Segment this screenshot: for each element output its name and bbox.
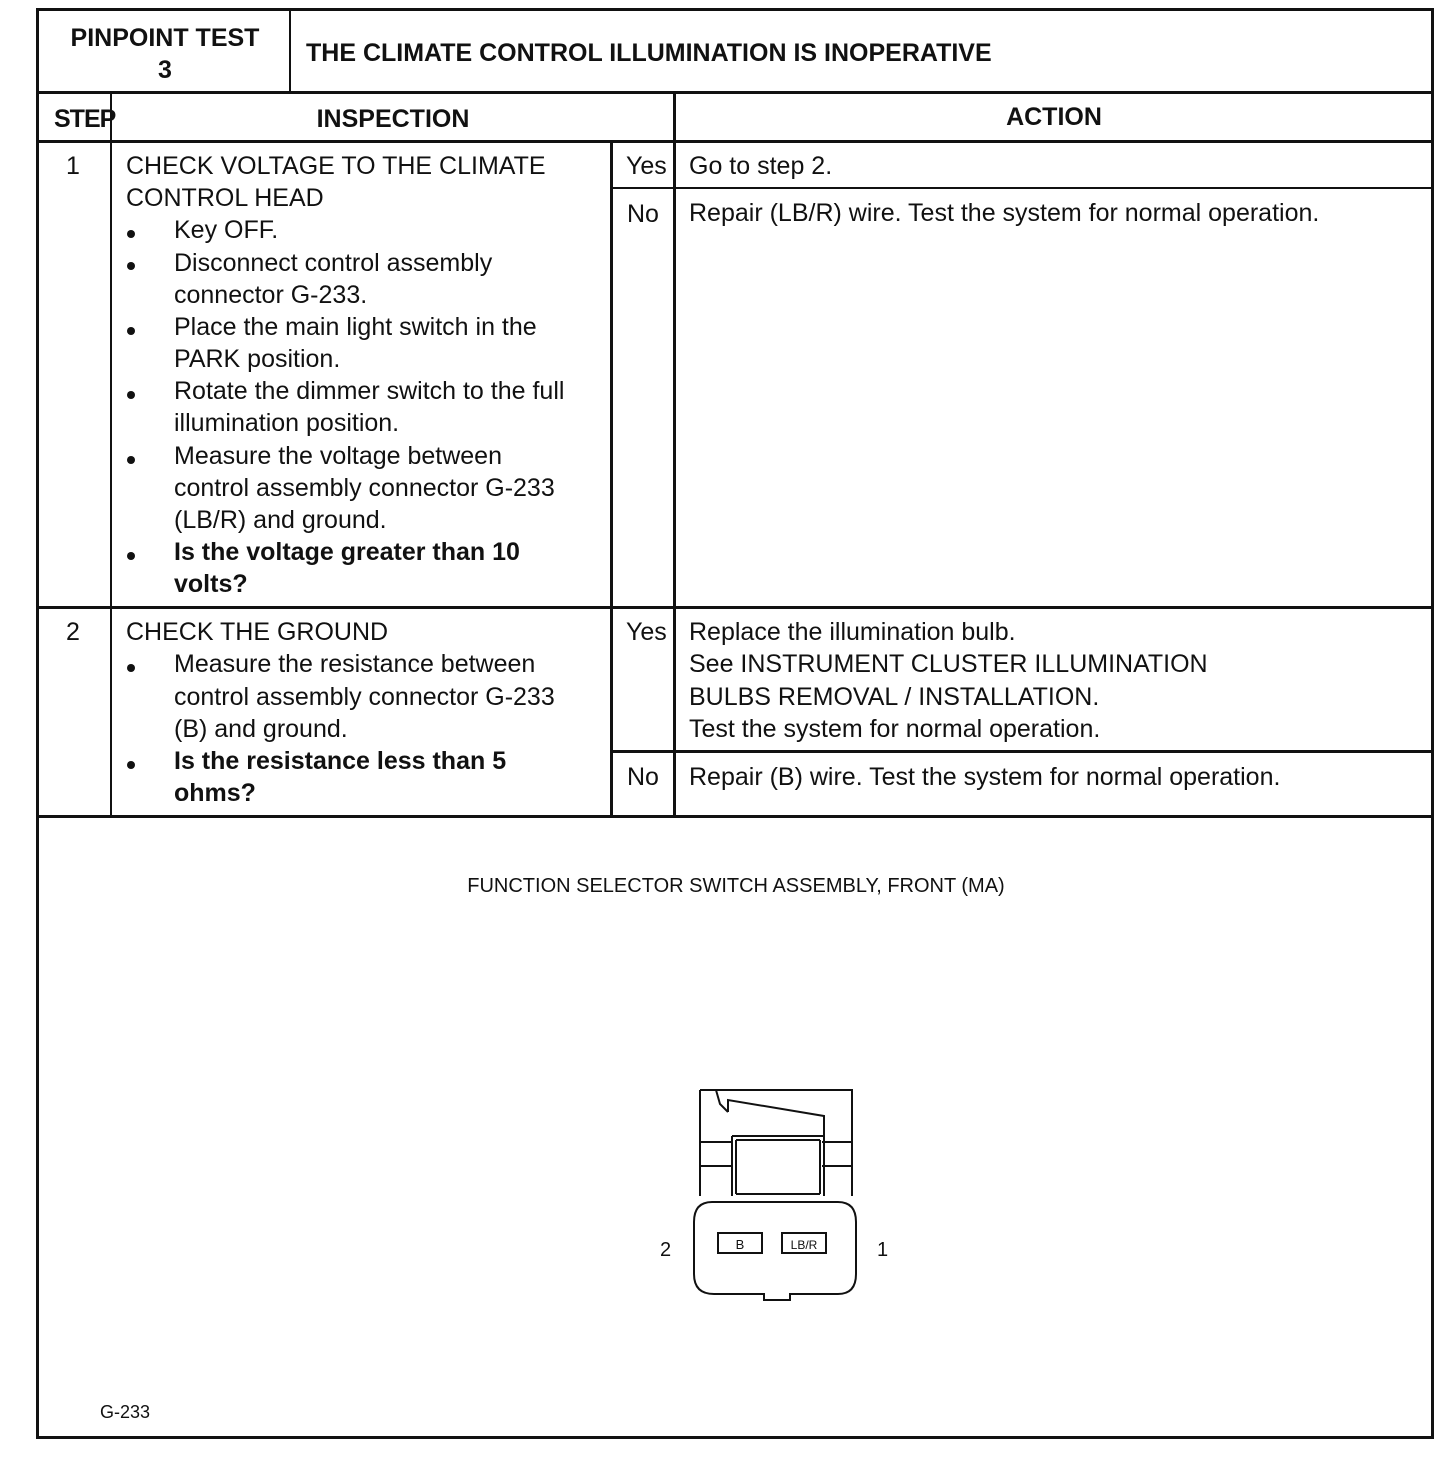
step-1-no-label: No xyxy=(627,200,659,228)
bullet-dot xyxy=(127,456,135,464)
bullet-text: Disconnect control assembly xyxy=(174,249,493,277)
pin-label-lbr: LB/R xyxy=(790,1238,818,1252)
bullet-dot xyxy=(127,391,135,399)
bullet-text: Measure the voltage between xyxy=(174,442,502,470)
step-1-yes-label: Yes xyxy=(626,152,667,180)
bullet-question-cont: volts? xyxy=(174,570,248,598)
pin-number-left: 2 xyxy=(660,1239,672,1261)
pinpoint-test-number: 3 xyxy=(158,56,172,84)
connector-inner-frame xyxy=(732,1136,824,1196)
bullet-text-cont: PARK position. xyxy=(174,345,341,373)
bullet-dot xyxy=(127,664,135,672)
pin-label-b: B xyxy=(735,1237,745,1252)
step-2-yes-label: Yes xyxy=(626,618,667,646)
column-header-action: ACTION xyxy=(1006,103,1102,131)
bullet-dot xyxy=(127,552,135,560)
step-2-heading: CHECK THE GROUND xyxy=(126,618,389,646)
step-2-yes-action-cont: Test the system for normal operation. xyxy=(689,715,1101,743)
column-header-step: STEP xyxy=(54,105,116,133)
step-2-yes-action: Replace the illumination bulb. xyxy=(689,618,1016,646)
bullet-dot xyxy=(127,761,135,769)
bullet-text: Place the main light switch in the xyxy=(174,313,537,341)
connector-id-label: G-233 xyxy=(100,1402,151,1422)
bullet-text: Rotate the dimmer switch to the full xyxy=(174,377,565,405)
pinpoint-test-label: PINPOINT TEST xyxy=(70,24,260,52)
step-1-number: 1 xyxy=(66,152,80,180)
page-title: THE CLIMATE CONTROL ILLUMINATION IS INOPERATIVE xyxy=(306,39,992,67)
step-1-yes-action: Go to step 2. xyxy=(689,152,833,180)
bullet-dot xyxy=(127,262,135,270)
step-2-yes-action-cont: See INSTRUMENT CLUSTER ILLUMINATION xyxy=(689,650,1208,678)
bullet-text-cont: illumination position. xyxy=(174,409,400,437)
step-2-no-action: Repair (B) wire. Test the system for normal operation. xyxy=(689,763,1281,791)
bullet-text: Key OFF. xyxy=(174,216,279,244)
bullet-text: Measure the resistance between xyxy=(174,650,536,678)
column-header-inspection: INSPECTION xyxy=(316,105,470,133)
bullet-question: Is the resistance less than 5 xyxy=(174,747,507,775)
step-2-no-label: No xyxy=(627,763,659,791)
bullet-dot xyxy=(127,230,135,238)
step-1-heading: CHECK VOLTAGE TO THE CLIMATE xyxy=(126,152,546,180)
step-1-no-action: Repair (LB/R) wire. Test the system for normal operation. xyxy=(689,199,1320,227)
figure-caption: FUNCTION SELECTOR SWITCH ASSEMBLY, FRONT (MA) xyxy=(467,875,1005,897)
bullet-text-cont: (LB/R) and ground. xyxy=(174,506,387,534)
step-1-heading-cont: CONTROL HEAD xyxy=(126,184,324,212)
connector-diagram xyxy=(680,1078,870,1308)
bullet-dot xyxy=(127,327,135,335)
bullet-question: Is the voltage greater than 10 xyxy=(174,538,520,566)
step-2-yes-action-cont: BULBS REMOVAL / INSTALLATION. xyxy=(689,683,1100,711)
connector-latch xyxy=(728,1100,824,1136)
bullet-text-cont: control assembly connector G-233 xyxy=(174,683,555,711)
bullet-question-cont: ohms? xyxy=(174,779,256,807)
bullet-text-cont: connector G-233. xyxy=(174,281,368,309)
pin-number-right: 1 xyxy=(877,1239,889,1261)
bullet-text-cont: (B) and ground. xyxy=(174,715,348,743)
step-2-number: 2 xyxy=(66,618,80,646)
bullet-text-cont: control assembly connector G-233 xyxy=(174,474,555,502)
